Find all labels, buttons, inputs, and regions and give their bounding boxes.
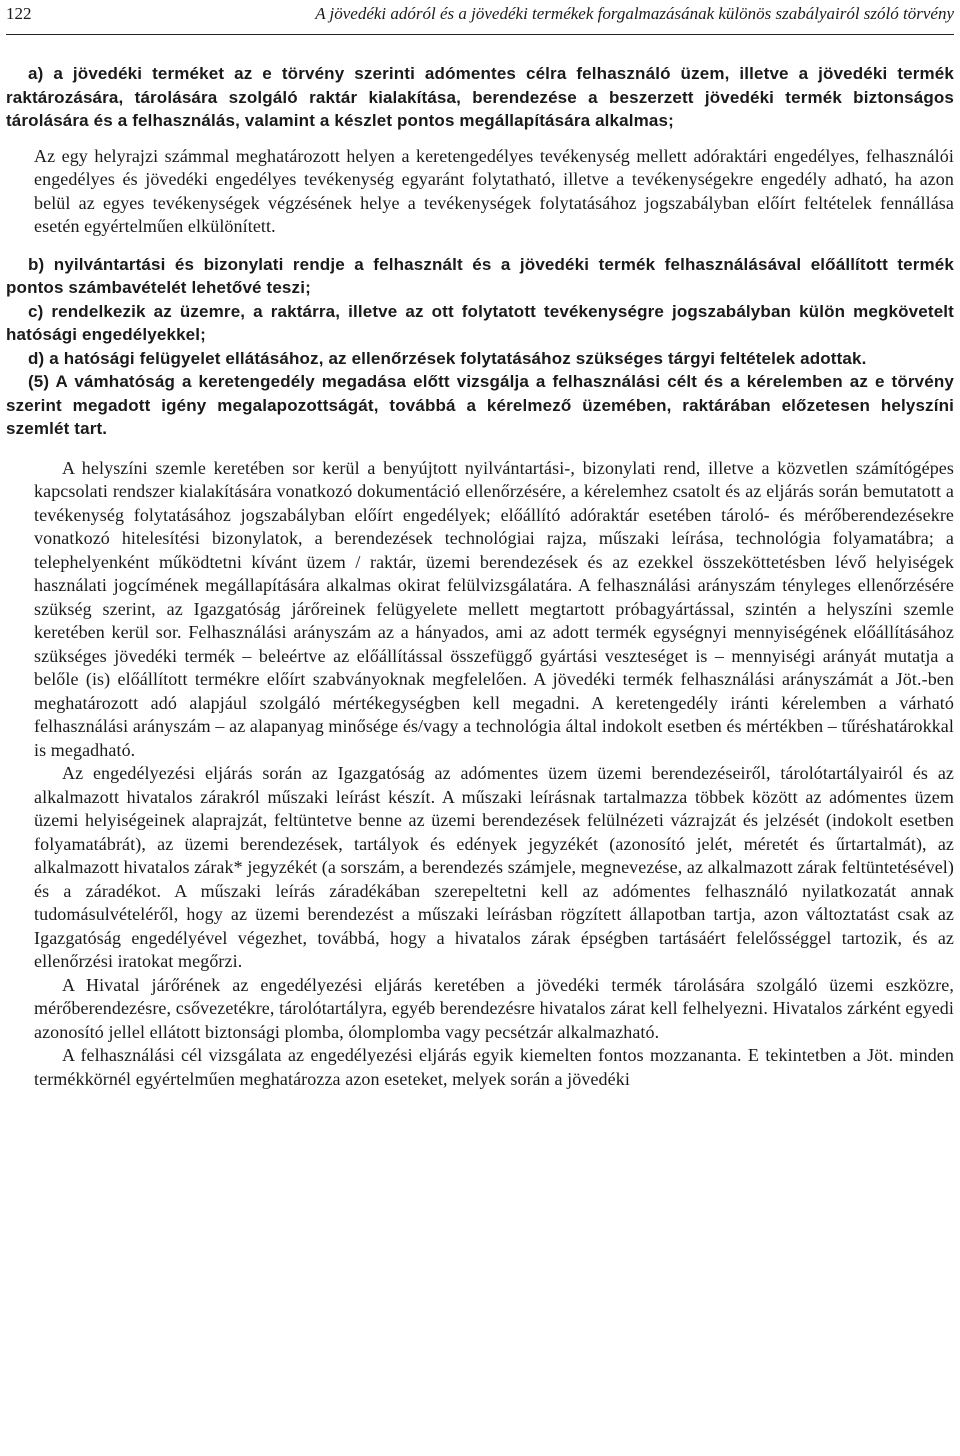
commentary-paragraph: Az engedélyezési eljárás során az Igazgatóság az adómentes üzem üzemi berendezéseiről, tárolótartályairól és az alkalmazott hivatalos zárakról műszaki leírást készít. A műszaki leírásnak tartalmazza többek között az adómentes üzem üzemi helyiségeinek alaprajzát, feltüntetve benne az üzemi berendezések felülnézeti vázrajzát és jelzését (indokolt esetben folyamatábrát), az üzemi berendezések, tartályok és edények jegyzékét (azonosító jelét, méretét és űrtartalmát), az alkalmazott hivatalos zárak* jegyzékét (a sorszám, a berendezés számjele, megnevezése, az alkalmazott zárak feltüntetésével) és a záradékot. A műszaki leírás záradékában szerepeltetni kell az adómentes felhasználó nyilatkozatát annak tudomásulvételéről, hogy az üzemi berendezést a műszaki leírásban rögzített állapotban tartja, azon változtatást csak az Igazgatóság engedélyével végezhet, továbbá, hogy a hivatalos zárak épségben tartásáért felelősséggel tartozik, és az ellenőrzési iratokat megőrzi. xyxy=(34,763,954,971)
commentary-paragraph: A Hivatal járőrének az engedélyezési eljárás keretében a jövedéki termék tárolására szolgáló üzemi eszközre, mérőberendezésre, csővezetékre, tárolótartályra, egyéb berendezésre hivatalos zárat kell felhelyezni. Hivatalos zárként egyedi azonosító jellel ellátott biztonsági plomba, ólomplomba vagy pecsétzár alkalmazható. xyxy=(34,974,954,1042)
law-paragraph-5: (5) A vámhatóság a keretengedély megadása előtt vizsgálja a felhasználási célt és a kérelemben az e törvény szerint megadott igény megalapozottságát, továbbá a kérelmező üzemében, raktárában előzetesen helyszíni szemlét tart. xyxy=(6,372,954,438)
commentary-paragraph: A felhasználási cél vizsgálata az engedélyezési eljárás egyik kiemelten fontos mozzananta. E tekintetben a Jöt. minden termékkörnél egyértelműen meghatározza azon eseteket, melyek során a jövedéki xyxy=(34,1045,954,1089)
page-body xyxy=(6,62,954,1091)
law-paragraph-a: a) a jövedéki terméket az e törvény szerinti adómentes célra felhasználó üzem, illetve a jövedéki termék raktározására, tárolására szolgáló raktár kialakítása, berendezése a beszerzett jövedéki termék biztonságos tárolására és a felhasználás, valamint a készlet pontos megállapítására alkalmas; xyxy=(6,64,954,130)
commentary-paragraph: Az egy helyrajzi számmal meghatározott helyen a keretengedélyes tevékenység mellett adóraktári engedélyes, felhasználói engedélyes és jövedéki engedélyes tevékenység egyaránt folytatható, illetve a tevékenységekre engedély adható, ha azon belül az egyes tevékenységek végzésének helye a tevékenységek folytatásához jogszabályban előírt feltételek fennállása esetén egyértelműen elkülönített. xyxy=(34,145,954,236)
page-header xyxy=(6,0,954,35)
running-title: A jövedéki adóról és a jövedéki termékek forgalmazásának különös szabályairól szóló törvény xyxy=(315,4,954,23)
law-paragraph-b: b) nyilvántartási és bizonylati rendje a felhasznált és a jövedéki termék felhasználásával előállított termék pontos számbavételét lehetővé teszi; xyxy=(6,254,954,297)
commentary-paragraph: A helyszíni szemle keretében sor kerül a benyújtott nyilvántartási-, bizonylati rend, illetve a közvetlen számítógépes kapcsolati rendszer kialakítására vonatkozó dokumentáció ellenőrzésére, a kérelemhez csatolt és az eljárás során bemutatott a tevékenység folytatásához jogszabályban előírt engedélyek; előállító adóraktár esetében tároló- és mérőberendezésekre vonatkozó hitelesítési bizonylatok, a berendezések technológiai rajza, műszaki leírása, technológia folyamatábra; a telephelyenként működtetni kívánt üzem / raktár, üzemi berendezések és az ezekkel összeköttetésben lévő helyiségek használati jogcímének megállapítására alkalmas okirat felülvizsgálatára. A felhasználási arányszám tényleges ellenőrzésére szükség szerint, az Igazgatóság járőreinek felügyelete mellett megtartott próbagyártással, szintén a helyszíni szemle keretében kerül sor. Felhasználási arányszám az a hányados, ami az adott termék egységnyi mennyiségének előállításához szükséges jövedéki termék – beleértve az előállítással összefüggő gyártási veszteséget is – mennyiségi arányát mutatja a belőle (is) előállított termékre előírt szabványoknak megfelelően. A jövedéki termék felhasználási arányszámát a Jöt.-ben meghatározott adó alapjául szolgáló mértékegységben kell megadni. A keretengedély iránti kérelemben a várható felhasználási arányszám – az alapanyag minősége és/vagy a technológia által indokolt esetben és mértékben – tűréshatárokkal is megadható. xyxy=(34,457,954,760)
law-paragraph-d: d) a hatósági felügyelet ellátásához, az ellenőrzések folytatásához szükséges tárgyi feltételek adottak. xyxy=(28,348,867,368)
page-number: 122 xyxy=(6,4,32,23)
law-paragraph-c: c) rendelkezik az üzemre, a raktárra, illetve az ott folytatott tevékenységre jogszabályban külön megkövetelt hatósági engedélyekkel; xyxy=(6,301,954,344)
